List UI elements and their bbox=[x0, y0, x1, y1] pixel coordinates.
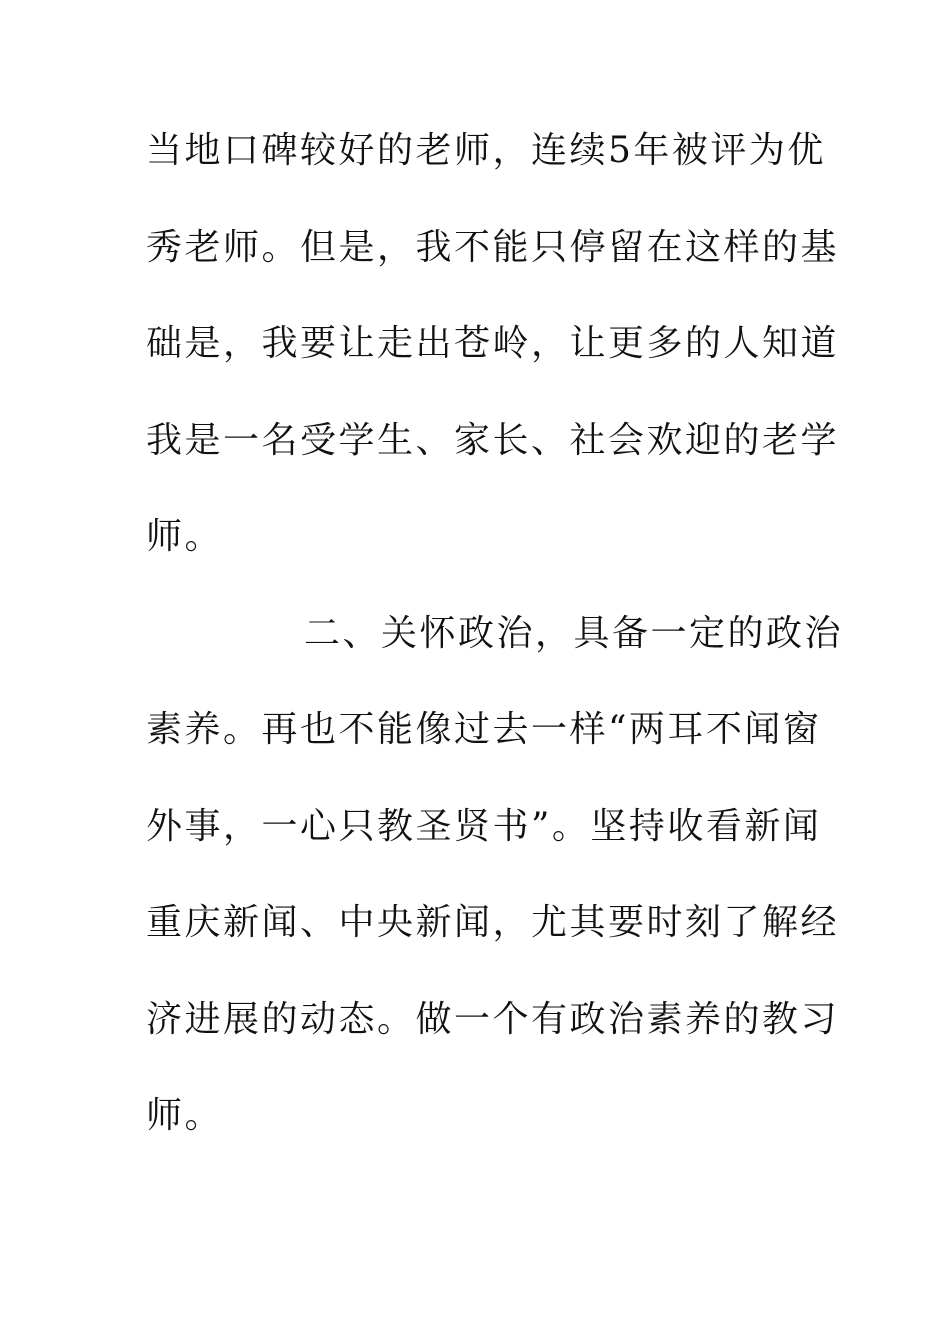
text-line: 础是，我要让走出苍岭，让更多的人知道 bbox=[146, 323, 840, 364]
text-line: 外事，一心只教圣贤书”。坚持收看新闻 bbox=[146, 805, 822, 847]
text-line: 师。 bbox=[146, 1095, 224, 1136]
document-body bbox=[146, 121, 844, 1183]
text-line: 济进展的动态。做一个有政治素养的教习 bbox=[146, 998, 840, 1040]
section-heading-line: 二、关怀政治，具备一定的政治 bbox=[304, 612, 844, 654]
text-line: 师。 bbox=[146, 516, 224, 557]
text-line: 素养。再也不能像过去一样“两耳不闻窗 bbox=[146, 709, 822, 750]
text-line: 当地口碑较好的老师，连续5年被评为优 bbox=[146, 130, 826, 171]
text-line: 秀老师。但是，我不能只停留在这样的基 bbox=[146, 226, 840, 268]
text-line: 重庆新闻、中央新闻，尤其要时刻了解经 bbox=[146, 902, 840, 943]
text-line: 我是一名受学生、家长、社会欢迎的老学 bbox=[146, 419, 840, 461]
